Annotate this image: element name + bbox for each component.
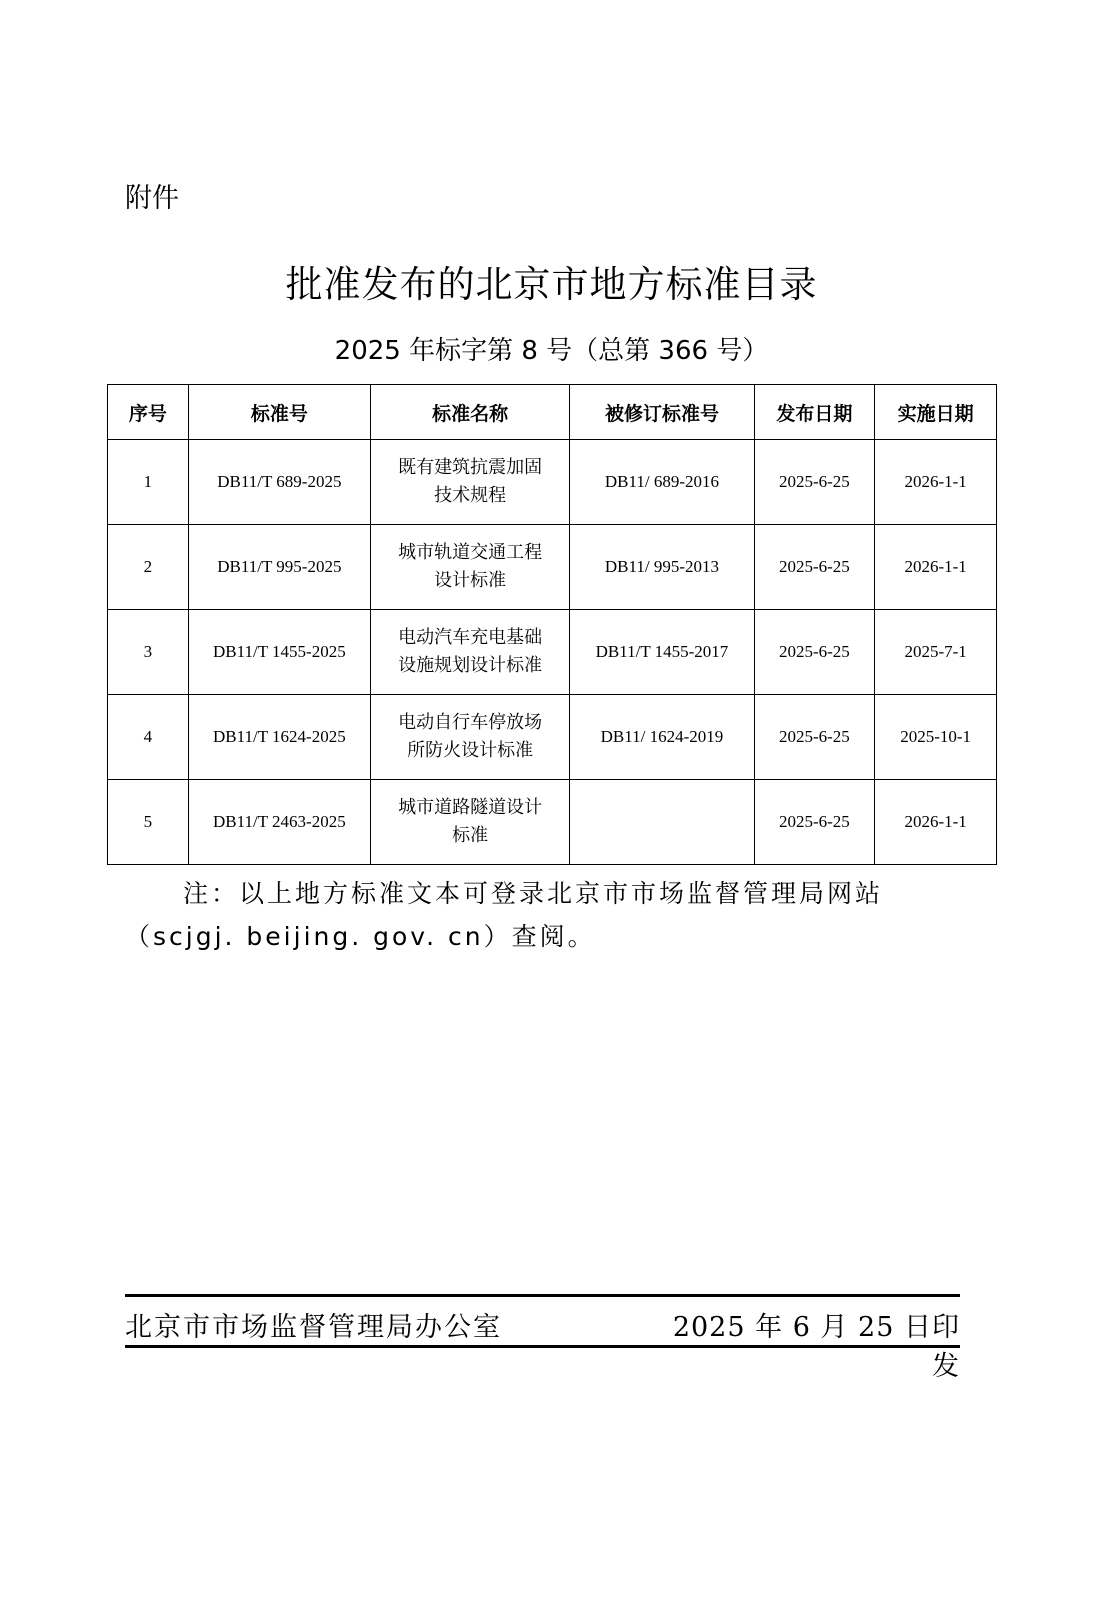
- table-row: [108, 695, 997, 780]
- footer-issuer: 北京市市场监督管理局办公室: [125, 1312, 502, 1343]
- cell-name: [370, 440, 569, 525]
- cell-revised: [570, 780, 754, 865]
- cell-code: DB11/T 2463-2025: [188, 780, 370, 865]
- cell-name: [370, 610, 569, 695]
- cell-no: 2: [108, 525, 189, 610]
- cell-effective: 2026-1-1: [875, 440, 997, 525]
- cell-code: DB11/T 995-2025: [188, 525, 370, 610]
- name-line-2: 设施规划设计标准: [398, 655, 543, 676]
- cell-code: DB11/T 689-2025: [188, 440, 370, 525]
- footer-bottom-rule: [125, 1345, 960, 1348]
- cell-code: DB11/T 1455-2025: [188, 610, 370, 695]
- name-line-2: 标准: [452, 825, 489, 846]
- cell-no: 3: [108, 610, 189, 695]
- header-name: 标准名称: [370, 385, 569, 440]
- cell-published: 2025-6-25: [754, 440, 875, 525]
- cell-revised: DB11/ 1624-2019: [570, 695, 754, 780]
- header-revised: 被修订标准号: [570, 385, 754, 440]
- footer-top-rule: [125, 1294, 960, 1297]
- name-line-1: 城市轨道交通工程: [398, 542, 543, 563]
- document-subtitle: 2025 年标字第 8 号（总第 366 号）: [334, 336, 769, 366]
- cell-published: 2025-6-25: [754, 525, 875, 610]
- header-effective: 实施日期: [875, 385, 997, 440]
- name-line-1: 电动汽车充电基础: [398, 627, 543, 648]
- name-line-2: 设计标准: [434, 570, 507, 591]
- cell-revised: DB11/ 995-2013: [570, 525, 754, 610]
- header-published: 发布日期: [754, 385, 875, 440]
- table-row: [108, 525, 997, 610]
- table-row: [108, 610, 997, 695]
- name-line-2: 技术规程: [434, 485, 507, 506]
- cell-no: 5: [108, 780, 189, 865]
- cell-effective: 2026-1-1: [875, 525, 997, 610]
- cell-effective: 2026-1-1: [875, 780, 997, 865]
- header-no: 序号: [108, 385, 189, 440]
- table-row: [108, 440, 997, 525]
- table-row: [108, 780, 997, 865]
- attachment-label: 附件: [125, 183, 179, 214]
- name-line-1: 电动自行车停放场: [398, 712, 543, 733]
- table-header-row: [108, 385, 997, 440]
- cell-name: [370, 525, 569, 610]
- cell-effective: 2025-7-1: [875, 610, 997, 695]
- table-note: 注：以上地方标准文本可登录北京市市场监督管理局网站（scjgj. beijing. gov. cn）查阅。: [125, 879, 884, 951]
- cell-name: [370, 780, 569, 865]
- footer-date: 2025 年 6 月 25 日印发: [672, 1312, 960, 1382]
- cell-name: [370, 695, 569, 780]
- cell-no: 4: [108, 695, 189, 780]
- name-line-2: 所防火设计标准: [407, 740, 534, 761]
- cell-revised: DB11/ 689-2016: [570, 440, 754, 525]
- cell-effective: 2025-10-1: [875, 695, 997, 780]
- standards-table: [107, 384, 997, 865]
- name-line-1: 既有建筑抗震加固: [398, 457, 543, 478]
- cell-published: 2025-6-25: [754, 610, 875, 695]
- cell-revised: DB11/T 1455-2017: [570, 610, 754, 695]
- cell-published: 2025-6-25: [754, 695, 875, 780]
- cell-no: 1: [108, 440, 189, 525]
- header-code: 标准号: [188, 385, 370, 440]
- name-line-1: 城市道路隧道设计: [398, 797, 543, 818]
- cell-published: 2025-6-25: [754, 780, 875, 865]
- document-title: 批准发布的北京市地方标准目录: [285, 263, 818, 306]
- cell-code: DB11/T 1624-2025: [188, 695, 370, 780]
